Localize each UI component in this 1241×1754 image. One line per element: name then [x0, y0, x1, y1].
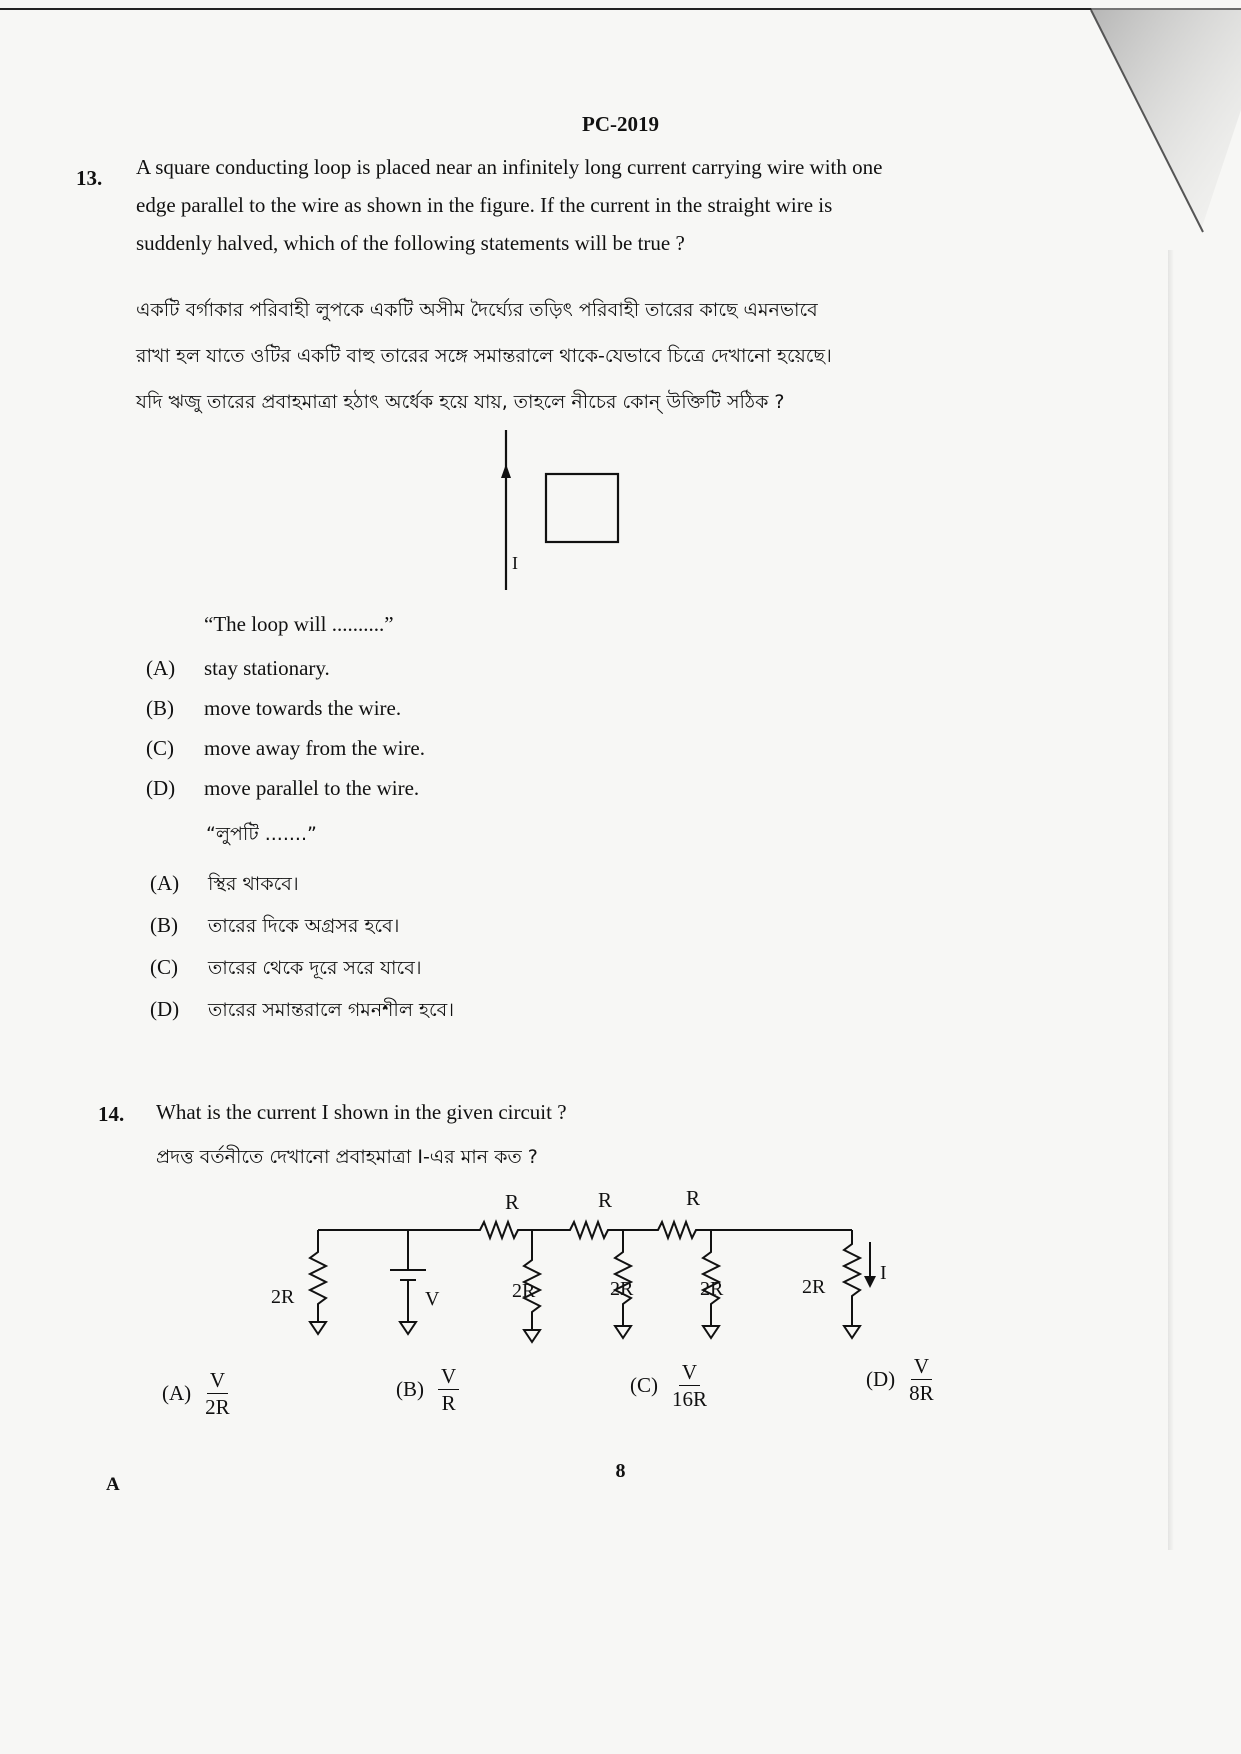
q14-option-a[interactable]: (A) $\frac{V}{2R}$	[162, 1368, 230, 1419]
option-b-en[interactable]: (B) move towards the wire.	[146, 696, 402, 720]
question-14-text-en: What is the current I shown in the given circuit ?	[156, 1100, 567, 1124]
question-13-options-en	[146, 648, 425, 808]
question-13-text-en	[136, 148, 1031, 262]
square-loop	[546, 474, 618, 542]
q14-option-c[interactable]: (C) $\frac{V}{16R}$	[630, 1360, 708, 1411]
wire-current-label: I	[512, 553, 518, 573]
series-label-1: R	[505, 1190, 520, 1214]
question-13-bn-line-1: একটি বর্গাকার পরিবাহী লুপকে একটি অসীম দৈর্ঘ্যের তড়িৎ পরিবাহী তারের কাছে এমনভাবে	[136, 299, 818, 321]
option-a-en[interactable]: (A) stay stationary.	[146, 656, 330, 680]
question-13-prompt-bn: “লুপটি .......”	[206, 823, 317, 845]
paper-code: PC-2019	[582, 112, 659, 136]
current-label: I	[880, 1262, 887, 1284]
q14-option-d[interactable]: (D) $\frac{V}{8R}$	[866, 1354, 934, 1405]
shunt-label-5: 2R	[802, 1276, 826, 1298]
option-d-bn[interactable]: (D) তারের সমান্তরালে গমনশীল হবে।	[150, 997, 455, 1021]
question-14-text-bn: প্রদত্ত বর্তনীতে দেখানো প্রবাহমাত্রা I-এর মান কত ?	[156, 1146, 538, 1168]
option-b-bn[interactable]: (B) তারের দিকে অগ্রসর হবে।	[150, 913, 400, 937]
series-label-3: R	[686, 1186, 701, 1210]
shunt-label-2: 2R	[512, 1280, 536, 1302]
shunt-label-4: 2R	[700, 1278, 724, 1300]
question-13-number: 13.	[76, 166, 103, 190]
option-c-bn[interactable]: (C) তারের থেকে দূরে সরে যাবে।	[150, 955, 422, 979]
shunt-label-3: 2R	[610, 1278, 634, 1300]
scan-edge-shadow	[1168, 250, 1174, 1550]
fraction: $\frac{V}{8R}$	[909, 1354, 934, 1405]
question-13-text-bn	[136, 287, 1031, 425]
current-arrow	[501, 464, 511, 478]
top-rail	[318, 1222, 852, 1238]
question-13-line-2: edge parallel to the wire as shown in the figure. If the current in the straight wire is	[136, 193, 833, 217]
option-c-en[interactable]: (C) move away from the wire.	[146, 736, 426, 760]
q14-option-b[interactable]: (B) $\frac{V}{R}$	[396, 1364, 459, 1415]
question-13-line-3: suddenly halved, which of the following statements will be true ?	[136, 231, 685, 255]
question-13-bn-line-2: রাখা হল যাতে ওটির একটি বাহু তারের সঙ্গে সমান্তরালে থাকে-যেভাবে চিত্রে দেখানো হয়েছে।	[136, 345, 832, 367]
question-13-line-1: A square conducting loop is placed near an infinitely long current carrying wire with one	[136, 155, 883, 179]
question-13-options-bn	[150, 862, 454, 1030]
series-label-2: R	[598, 1188, 613, 1212]
question-13-prompt-en: “The loop will ..........”	[204, 612, 394, 636]
ladder-circuit	[250, 1180, 910, 1350]
shunt-label-1: 2R	[271, 1286, 295, 1308]
fraction: $\frac{V}{R}$	[438, 1364, 459, 1415]
shunt-resistor-5	[844, 1230, 860, 1326]
page-number: 8	[615, 1460, 626, 1482]
booklet-code: A	[106, 1474, 120, 1495]
wire-loop-figure	[480, 420, 630, 600]
option-a-bn[interactable]: (A) স্থির থাকবে।	[150, 871, 299, 895]
question-13-bn-line-3: যদি ঋজু তারের প্রবাহমাত্রা হঠাৎ অর্ধেক হয়ে যায়, তাহলে নীচের কোন্ উক্তিটি সঠিক ?	[136, 391, 785, 413]
shunt-resistor-1	[310, 1230, 326, 1322]
option-d-en[interactable]: (D) move parallel to the wire.	[146, 776, 420, 800]
fraction: $\frac{V}{16R}$	[672, 1360, 708, 1411]
question-14-number: 14.	[98, 1102, 125, 1126]
battery-branch	[390, 1230, 426, 1322]
current-arrow-down	[864, 1276, 876, 1288]
battery-label: V	[425, 1288, 440, 1310]
fraction: $\frac{V}{2R}$	[205, 1368, 230, 1419]
